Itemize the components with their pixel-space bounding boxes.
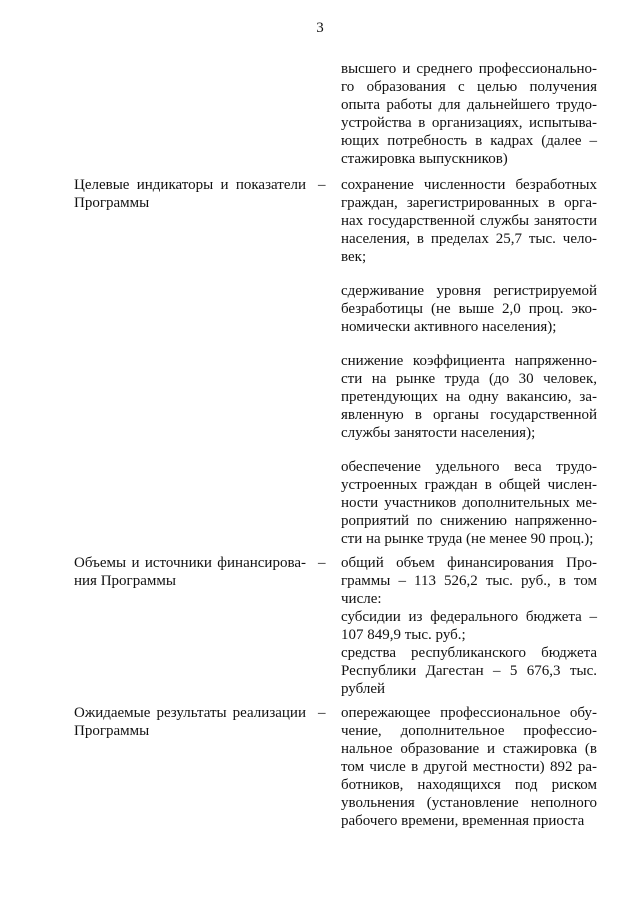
- row-label: Объемы и источники финансирования Программы: [74, 555, 306, 589]
- value-paragraph: сохранение численности безработных граждан, зарегистрированных в органах государственной службы занятости населения, в пределах 25,7 тыс. человек;: [341, 177, 597, 265]
- row-label: Ожидаемые результаты реализации Программы: [74, 705, 306, 739]
- value-paragraph: снижение коэффициента напряженности на рынке труда (до 30 человек, претендующих на одну вакансию, заявленную в органы государственной службы занятости населения);: [341, 353, 597, 441]
- value-paragraph: сдерживание уровня регистрируемой безработицы (не выше 2,0 проц. экономически активного населения);: [341, 283, 597, 335]
- row-value: [341, 176, 597, 548]
- row-dash: –: [318, 705, 326, 721]
- value-paragraph: общий объем финансирования Программы – 113 526,2 тыс. руб., в том числе:: [341, 555, 597, 607]
- page-number: 3: [316, 20, 324, 36]
- row-label: Целевые индикаторы и показатели Программы: [74, 177, 306, 211]
- continuation-text: [341, 60, 597, 168]
- value-paragraph: опережающее профессиональное обучение, дополнительное профессиональное образование и стажировка (в том числе в другой местности) 892 работников, находящихся под риском увольнения (установление неполного рабочего времени, временная приоста: [341, 705, 597, 829]
- row-dash: –: [318, 555, 326, 571]
- continuation-paragraph: высшего и среднего профессионального образования с целью получения опыта работы для дальнейшего трудоустройства в организациях, испытывающих потребность в кадрах (далее – стажировка выпускников): [341, 61, 597, 167]
- value-paragraph: обеспечение удельного веса трудоустроенных граждан в общей численности участников дополнительных мероприятий по снижению напряженности на рынке труда (не менее 90 проц.);: [341, 459, 597, 547]
- row-value: [341, 704, 597, 830]
- value-paragraph: субсидии из федерального бюджета – 107 849,9 тыс. руб.;: [341, 609, 597, 643]
- row-dash: –: [318, 177, 326, 193]
- row-value: [341, 554, 597, 698]
- value-paragraph: средства республиканского бюджета Республики Дагестан – 5 676,3 тыс. рублей: [341, 645, 597, 697]
